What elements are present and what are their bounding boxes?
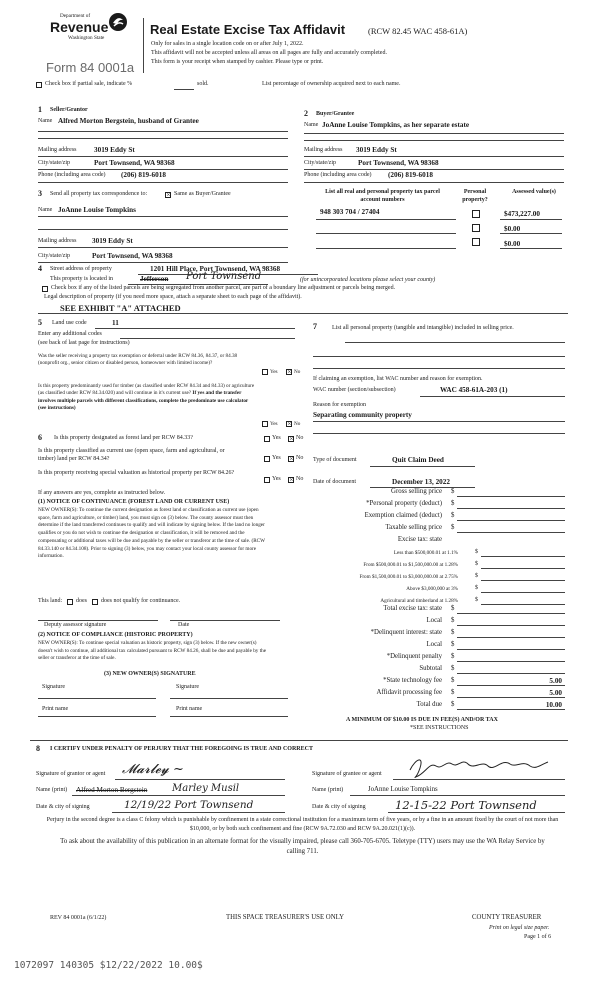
buyer-mailing[interactable]: 3019 Eddy St	[356, 146, 397, 154]
q2-no-checkbox[interactable]	[286, 421, 292, 427]
document-date-label: Date of document	[313, 479, 356, 485]
certify-number: 8	[36, 744, 40, 753]
dollar-sign: $	[451, 605, 455, 612]
current-use-no-checkbox[interactable]	[288, 456, 294, 462]
county-handwritten: Port Townsend	[186, 271, 262, 282]
revenue-logo-icon	[108, 12, 128, 32]
legal-description-label: Legal description of property (if you need more space, attach a separate sheet to each page of the affidavit).	[44, 294, 302, 300]
buyer-phone-label: Phone (including area code)	[304, 172, 372, 178]
q1-no-label: No	[294, 369, 301, 375]
assessed-value[interactable]: $0.00	[504, 240, 521, 248]
property-number: 4	[38, 264, 42, 273]
document-type[interactable]: Quit Claim Deed	[392, 456, 444, 464]
parcel-column-header: List all real and personal property tax parcel account numbers	[325, 189, 440, 203]
correspondence-name[interactable]: JoAnne Louise Tompkins	[58, 206, 136, 214]
affidavit-processing-fee-amount[interactable]: 5.00	[549, 689, 562, 697]
seller-heading: Seller/Grantor	[50, 107, 88, 113]
seller-mailing-label: Mailing address	[38, 147, 77, 153]
forest-number: 6	[38, 433, 42, 442]
form-title: Real Estate Excise Tax Affidavit	[150, 22, 346, 37]
exemption-question: Was the seller receiving a property tax exemption or deferral under RCW 84.36, 84.37, or 84.38 (nonprofit org., senior citizen or disabled person, homeowner with limited income)?	[38, 353, 238, 367]
land-use-code[interactable]: 11	[112, 319, 119, 327]
see-back-note: (see back of last page for instructions)	[38, 340, 130, 346]
current-use-no-label: No	[296, 455, 304, 461]
forest-no-label: No	[296, 435, 304, 441]
see-instructions-note: *SEE INSTRUCTIONS	[410, 725, 469, 731]
exemption-deduct-label: Exemption claimed (deduct)	[364, 512, 442, 519]
total-due-amount[interactable]: 10.00	[545, 701, 562, 709]
timber-question-bold: If yes and the transfer involves multiple parcels with different classifications, complete the predominate use calculator (see instructions)	[38, 390, 249, 412]
bracket-3-label: From $1,500,000.01 to $3,000,000.00 at 2.75%	[359, 574, 458, 580]
segregated-checkbox[interactable]	[42, 286, 48, 292]
q2-yes-checkbox[interactable]	[262, 421, 268, 427]
gross-selling-price-label: Gross selling price	[391, 488, 442, 495]
correspondence-city-label: City/state/zip	[38, 253, 70, 259]
grantor-name-label: Name (print)	[36, 787, 68, 793]
personal-property-deduct-label: *Personal property (deduct)	[366, 500, 442, 507]
dollar-sign: $	[451, 677, 455, 684]
correspondence-city[interactable]: Port Townsend, WA 98368	[92, 252, 173, 260]
new-owner-print-label-2: Print name	[176, 706, 203, 712]
legal-size-note: Print on legal size paper.	[489, 925, 550, 931]
current-use-yes-checkbox[interactable]	[264, 456, 270, 462]
delinquent-penalty-label: *Delinquent penalty	[386, 653, 442, 660]
dept-label: Department of	[60, 13, 91, 19]
seller-city-label: City/state/zip	[38, 160, 70, 166]
certify-heading: I CERTIFY UNDER PENALTY OF PERJURY THAT THE FOREGOING IS TRUE AND CORRECT	[50, 746, 313, 752]
q1-no-checkbox[interactable]	[286, 369, 292, 375]
street-address-label: Street address of property	[50, 266, 112, 272]
correspondence-heading: Send all property tax correspondence to:	[50, 191, 148, 197]
dollar-sign: $	[475, 573, 478, 579]
county-treasurer-label: COUNTY TREASURER	[472, 914, 542, 921]
wac-number[interactable]: WAC 458-61A-203 (1)	[440, 386, 508, 394]
seller-name-label: Name	[38, 118, 53, 124]
historic-no-checkbox[interactable]	[288, 477, 294, 483]
treasurer-use-label: THIS SPACE TREASURER'S USE ONLY	[226, 914, 345, 921]
state-label: Washington State	[68, 35, 105, 41]
dollar-sign: $	[475, 597, 478, 603]
new-owner-print-label-1: Print name	[42, 706, 69, 712]
seller-phone-label: Phone (including area code)	[38, 172, 106, 178]
does-not-qualify-label: does not qualify for continuance.	[101, 598, 181, 604]
total-excise-tax-state-label: Total excise tax: state	[383, 605, 442, 612]
dollar-sign: $	[451, 524, 455, 531]
grantor-name-handwritten[interactable]: Marley Musil	[172, 783, 240, 794]
correspondence-mailing[interactable]: 3019 Eddy St	[92, 237, 133, 245]
buyer-number: 2	[304, 109, 308, 118]
current-use-yes-label: Yes	[272, 455, 281, 461]
seller-phone[interactable]: (206) 819-6018	[121, 171, 166, 179]
same-as-buyer-checkbox[interactable]	[165, 192, 171, 198]
alternate-format-notice: To ask about the availability of this publication in an alternate format for the visually impaired, please call 360-705-6705. Teletype (TTY) users may use the WA Relay Service by calling 711.	[60, 838, 545, 855]
continuance-body: NEW OWNER(S): To continue the current designation as forest land or classification as current use (open space, farm and agriculture, or timber) land, you must sign on (3) below. The county assessor must then determine if the land transferred continues to qualify and will indicate by signing below. If the land no longer qualifies or you do not wish to continue the designation or classification, it will be removed and the compensating or additional taxes will be due and payable by the seller or transferor at the time of sale. (RCW 84.33.140 or 84.34.108). Prior to signing (3) below, you may contact your local county assessor for more information.	[38, 507, 265, 560]
dollar-sign: $	[451, 653, 455, 660]
buyer-heading: Buyer/Grantee	[316, 111, 355, 117]
does-not-qualify-checkbox[interactable]	[92, 599, 98, 605]
personal-property-column-header: Personal property?	[462, 189, 488, 203]
grantor-name-printed: Alfred Morton Bergstein	[76, 786, 148, 794]
new-owner-signature-heading: (3) NEW OWNER(S) SIGNATURE	[104, 671, 196, 677]
assessed-value[interactable]: $473,227.00	[504, 210, 540, 218]
forest-no-checkbox[interactable]	[288, 436, 294, 442]
bracket-1-label: Less than $500,000.01 at 1.1%	[393, 550, 458, 556]
seller-number: 1	[38, 105, 42, 114]
partial-sale-label: Check box if partial sale, indicate %	[45, 81, 133, 87]
compliance-body: NEW OWNER(S): To continue special valuation as historic property, sign (3) below. If the new owner(s) doesn't wish to continue, all additional tax calculated pursuant to RCW 84.26, shall be due and payable by the seller or transferor at the time of sale.	[38, 640, 267, 662]
recording-stamp: 1072097 140305 $12/22/2022 10.00$	[14, 960, 203, 971]
revenue-logo-text: Revenue	[50, 19, 109, 35]
additional-codes-label: Enter any additional codes	[38, 331, 102, 337]
dollar-sign: $	[451, 689, 455, 696]
historic-yes-label: Yes	[272, 476, 281, 482]
grantee-signature-label: Signature of grantee or agent	[312, 771, 382, 777]
land-use-label: Land use code	[52, 320, 87, 326]
grantee-date-city-label: Date & city of signing	[312, 804, 366, 810]
deputy-date-label: Date	[178, 622, 190, 628]
affidavit-processing-fee-label: Affidavit processing fee	[376, 689, 442, 696]
revision-label: REV 84 0001a (6/1/22)	[50, 915, 107, 921]
personal-property-number: 7	[313, 322, 317, 331]
dollar-sign: $	[451, 665, 455, 672]
dollar-sign: $	[451, 701, 455, 708]
historic-question: Is this property receiving special valuation as historical property per RCW 84.26?	[38, 470, 235, 476]
q2-no-label: No	[294, 421, 301, 427]
page-number: Page 1 of 6	[524, 934, 552, 940]
dollar-sign: $	[451, 500, 455, 507]
does-qualify-label: does	[76, 598, 87, 604]
dollar-sign: $	[451, 617, 455, 624]
grantee-signature[interactable]	[402, 752, 552, 782]
buyer-mailing-label: Mailing address	[304, 147, 343, 153]
buyer-city-label: City/state/zip	[304, 160, 336, 166]
header-note-3: This form is your receipt when stamped by cashier. Please type or print.	[151, 59, 324, 65]
document-date[interactable]: December 13, 2022	[392, 478, 450, 486]
unincorporated-note: (for unincorporated locations please select your county)	[300, 277, 436, 283]
dollar-sign: $	[475, 561, 478, 567]
partial-sale-checkbox[interactable]	[36, 82, 42, 88]
grantee-date-city[interactable]: 12-15-22 Port Townsend	[395, 798, 537, 812]
does-qualify-checkbox[interactable]	[67, 599, 73, 605]
legal-description[interactable]: SEE EXHIBIT "A" ATTACHED	[60, 303, 181, 313]
correspondence-name-label: Name	[38, 207, 53, 213]
deputy-signature-label: Deputy assessor signature	[44, 622, 107, 628]
state-technology-fee-label: *State technology fee	[383, 677, 442, 684]
grantee-name-printed[interactable]: JoAnne Louise Tompkins	[368, 786, 438, 793]
forest-question: Is this property designated as forest land per RCW 84.33?	[54, 435, 193, 441]
wac-number-label: WAC number (section/subsection)	[313, 387, 396, 393]
same-as-buyer-label: Same as Buyer/Grantee	[174, 191, 231, 197]
dollar-sign: $	[451, 629, 455, 636]
compliance-heading: (2) NOTICE OF COMPLIANCE (HISTORIC PROPERTY)	[38, 632, 193, 638]
county-struck: Jefferson	[140, 275, 169, 283]
located-in-label: This property is located in	[50, 276, 113, 282]
timber-question-text: Is this property predominantly used for timber (as classified under RCW 84.34 and 84.33) or agriculture (as classified under RCW 84.34.020) and will continue in it's current use?	[38, 383, 255, 397]
grantor-signature[interactable]: 𝓜𝓪𝓻𝓵𝓮𝔂 ~	[122, 762, 184, 777]
personal-property-checkbox[interactable]	[472, 238, 480, 246]
continuance-heading: (1) NOTICE OF CONTINUANCE (FOREST LAND OR CURRENT USE)	[38, 499, 230, 505]
timber-question	[38, 383, 256, 413]
exemption-reason-label: Reason for exemption	[313, 402, 366, 408]
excise-tax-state-label: Excise tax: state	[397, 536, 442, 543]
assessed-value-column-header: Assessed value(s)	[512, 189, 556, 195]
correspondence-mailing-label: Mailing address	[38, 238, 77, 244]
minimum-fee-note: A MINIMUM OF $10.00 IS DUE IN FEE(S) AND/OR TAX	[346, 717, 498, 723]
ownership-note: List percentage of ownership acquired next to each name.	[262, 81, 401, 87]
grantee-name-label: Name (print)	[312, 787, 344, 793]
subtotal-label: Subtotal	[419, 665, 442, 672]
seller-mailing[interactable]: 3019 Eddy St	[94, 146, 135, 154]
exemption-claim-label: If claiming an exemption, list WAC number and reason for exemption.	[313, 376, 483, 382]
exemption-reason[interactable]: Separating community property	[313, 411, 412, 419]
dollar-sign: $	[475, 549, 478, 555]
taxable-selling-price-label: Taxable selling price	[385, 524, 442, 531]
form-citation: (RCW 82.45 WAC 458-61A)	[368, 26, 468, 36]
delinquent-interest-state-label: *Delinquent interest: state	[370, 629, 442, 636]
bracket-4-label: Above $3,000,000 at 3%	[406, 586, 458, 592]
grantor-signature-label: Signature of grantor or agent	[36, 771, 106, 777]
header-note-1: Only for sales in a single location code on or after July 1, 2022.	[151, 41, 304, 47]
form-number: Form 84 0001a	[46, 60, 135, 75]
segregated-label: Check box if any of the listed parcels are being segregated from another parcel, are part of a boundary line adjustment or parcels being merged.	[51, 285, 396, 291]
forest-yes-label: Yes	[272, 435, 281, 441]
buyer-phone[interactable]: (206) 819-6018	[388, 171, 433, 179]
dollar-sign: $	[451, 641, 455, 648]
perjury-notice: Perjury in the second degree is a class C felony which is punishable by confinement in a state correctional institution for a maximum term of five years, or by a fine in an amount fixed by the court of not more than $10,000, or by both such confinement and fine (RCW 9A.72.030 and RCW 9A.20.021(1)(c)).	[46, 817, 559, 832]
dollar-sign: $	[475, 585, 478, 591]
grantor-date-city-label: Date & city of signing	[36, 804, 90, 810]
q1-yes-label: Yes	[270, 369, 278, 375]
buyer-city[interactable]: Port Townsend, WA 98368	[358, 159, 439, 167]
assessed-value[interactable]: $0.00	[504, 225, 521, 233]
header-note-2: This affidavit will not be accepted unless all areas on all pages are fully and accurately completed.	[151, 50, 387, 56]
historic-yes-checkbox[interactable]	[264, 477, 270, 483]
property-street-address[interactable]: 1201 Hill Place, Port Townsend, WA 98368	[150, 265, 281, 273]
land-use-number: 5	[38, 318, 42, 327]
buyer-name[interactable]: JoAnne Louise Tompkins, as her separate estate	[322, 121, 470, 129]
seller-city[interactable]: Port Townsend, WA 98368	[94, 159, 175, 167]
q1-yes-checkbox[interactable]	[262, 369, 268, 375]
buyer-name-label: Name	[304, 122, 319, 128]
bracket-5-label: Agricultural and timberland at 1.28%	[380, 598, 458, 604]
total-due-label: Total due	[416, 701, 442, 708]
document-type-label: Type of document	[313, 457, 357, 463]
personal-property-checkbox[interactable]	[472, 224, 480, 232]
delinquent-interest-local-label: Local	[426, 641, 442, 648]
dollar-sign: $	[451, 512, 455, 519]
state-technology-fee-amount[interactable]: 5.00	[549, 677, 562, 685]
q2-yes-label: Yes	[270, 421, 278, 427]
personal-property-text: List all personal property (tangible and intangible) included in selling price.	[332, 325, 514, 331]
new-owner-signature-label-1: Signature	[42, 684, 65, 690]
parcel-number[interactable]: 948 303 704 / 27404	[320, 208, 380, 216]
if-yes-note: If any answers are yes, complete as instructed below.	[38, 490, 166, 496]
personal-property-checkbox[interactable]	[472, 210, 480, 218]
historic-no-label: No	[296, 476, 304, 482]
dollar-sign: $	[451, 488, 455, 495]
new-owner-signature-label-2: Signature	[176, 684, 199, 690]
seller-name[interactable]: Alfred Morton Bergstein, husband of Grantee	[58, 117, 199, 125]
forest-yes-checkbox[interactable]	[264, 436, 270, 442]
correspondence-number: 3	[38, 189, 42, 198]
current-use-question: Is this property classified as current use (open space, farm and agricultural, or timber) land per RCW 84.34?	[38, 448, 225, 462]
grantor-date-city[interactable]: 12/19/22 Port Townsend	[124, 799, 254, 811]
this-land-label: This land:	[38, 598, 63, 604]
excise-tax-local-label: Local	[426, 617, 442, 624]
sold-label: sold.	[197, 81, 209, 87]
bracket-2-label: From $500,000.01 to $1,500,000.00 at 1.28%	[363, 562, 458, 568]
